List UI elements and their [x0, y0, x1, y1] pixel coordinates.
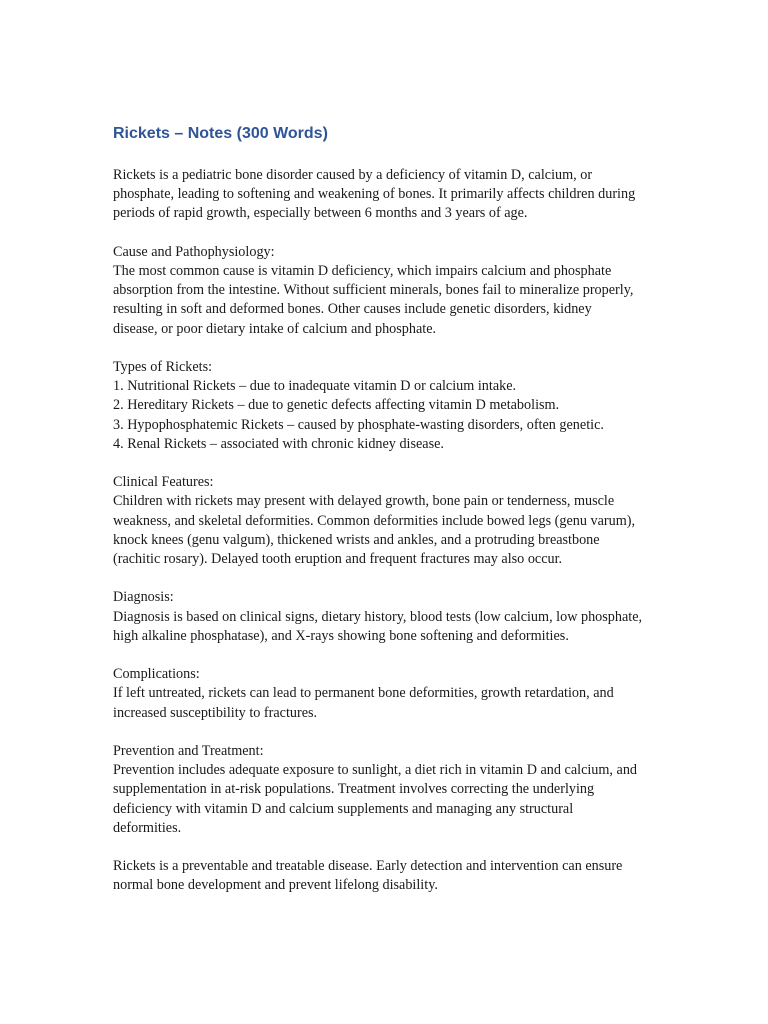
text-line: Types of Rickets: — [113, 359, 213, 375]
text-line: If left untreated, rickets can lead to permanent bone deformities, growth retardation, and — [113, 685, 614, 702]
text-line: disease, or poor dietary intake of calcium and phosphate. — [113, 320, 437, 337]
text-line: Diagnosis is based on clinical signs, dietary history, blood tests (low calcium, low phosphate, — [113, 608, 643, 625]
text-line: Diagnosis: — [113, 589, 174, 606]
paragraph — [113, 588, 673, 646]
paragraph — [113, 857, 673, 895]
text-line: Complications: — [113, 666, 200, 683]
text-line: deformities. — [113, 819, 182, 836]
text-line: Prevention includes adequate exposure to sunlight, a diet rich in vitamin D and calcium, and — [113, 762, 638, 779]
text-line: Rickets is a preventable and treatable disease. Early detection and intervention can ensure — [113, 858, 623, 875]
paragraph — [113, 358, 673, 454]
text-line: Children with rickets may present with delayed growth, bone pain or tenderness, muscle — [113, 493, 615, 510]
document-title: Rickets – Notes (300 Words) — [113, 125, 328, 142]
text-line: supplementation in at-risk populations. Treatment involves correcting the underlying — [113, 781, 595, 798]
text-line: (rachitic rosary). Delayed tooth eruption and frequent fractures may also occur. — [113, 551, 563, 568]
text-line: Clinical Features: — [113, 474, 214, 491]
paragraph — [113, 243, 673, 339]
paragraph — [113, 742, 673, 838]
text-line: deficiency with vitamin D and calcium supplements and managing any structural — [113, 800, 574, 817]
text-line: increased susceptibility to fractures. — [113, 704, 318, 721]
text-line: high alkaline phosphatase), and X-rays showing bone softening and deformities. — [113, 627, 569, 644]
text-line: 2. Hereditary Rickets – due to genetic defects affecting vitamin D metabolism. — [113, 397, 560, 414]
text-line: normal bone development and prevent lifelong disability. — [113, 877, 438, 894]
text-line: The most common cause is vitamin D deficiency, which impairs calcium and phosphate — [113, 263, 612, 279]
text-line: resulting in soft and deformed bones. Other causes include genetic disorders, kidney — [113, 301, 592, 318]
text-line: absorption from the intestine. Without sufficient minerals, bones fail to mineralize properly, — [113, 282, 634, 299]
text-line: Prevention and Treatment: — [113, 743, 264, 759]
text-line: 4. Renal Rickets – associated with chronic kidney disease. — [113, 435, 444, 452]
text-line: Cause and Pathophysiology: — [113, 243, 275, 260]
text-line: periods of rapid growth, especially between 6 months and 3 years of age. — [113, 205, 528, 222]
paragraph — [113, 665, 673, 723]
text-line: 3. Hypophosphatemic Rickets – caused by phosphate-wasting disorders, often genetic. — [113, 416, 604, 433]
text-line: phosphate, leading to softening and weakening of bones. It primarily affects children during — [113, 186, 636, 203]
text-line: 1. Nutritional Rickets – due to inadequate vitamin D or calcium intake. — [113, 378, 517, 395]
text-line: weakness, and skeletal deformities. Common deformities include bowed legs (genu varum), — [113, 512, 636, 529]
text-line: knock knees (genu valgum), thickened wrists and ankles, and a protruding breastbone — [113, 531, 600, 548]
paragraph — [113, 166, 673, 224]
paragraph — [113, 473, 673, 569]
document-body — [113, 166, 673, 896]
document-page — [113, 122, 673, 915]
text-line: Rickets is a pediatric bone disorder caused by a deficiency of vitamin D, calcium, or — [113, 167, 593, 183]
